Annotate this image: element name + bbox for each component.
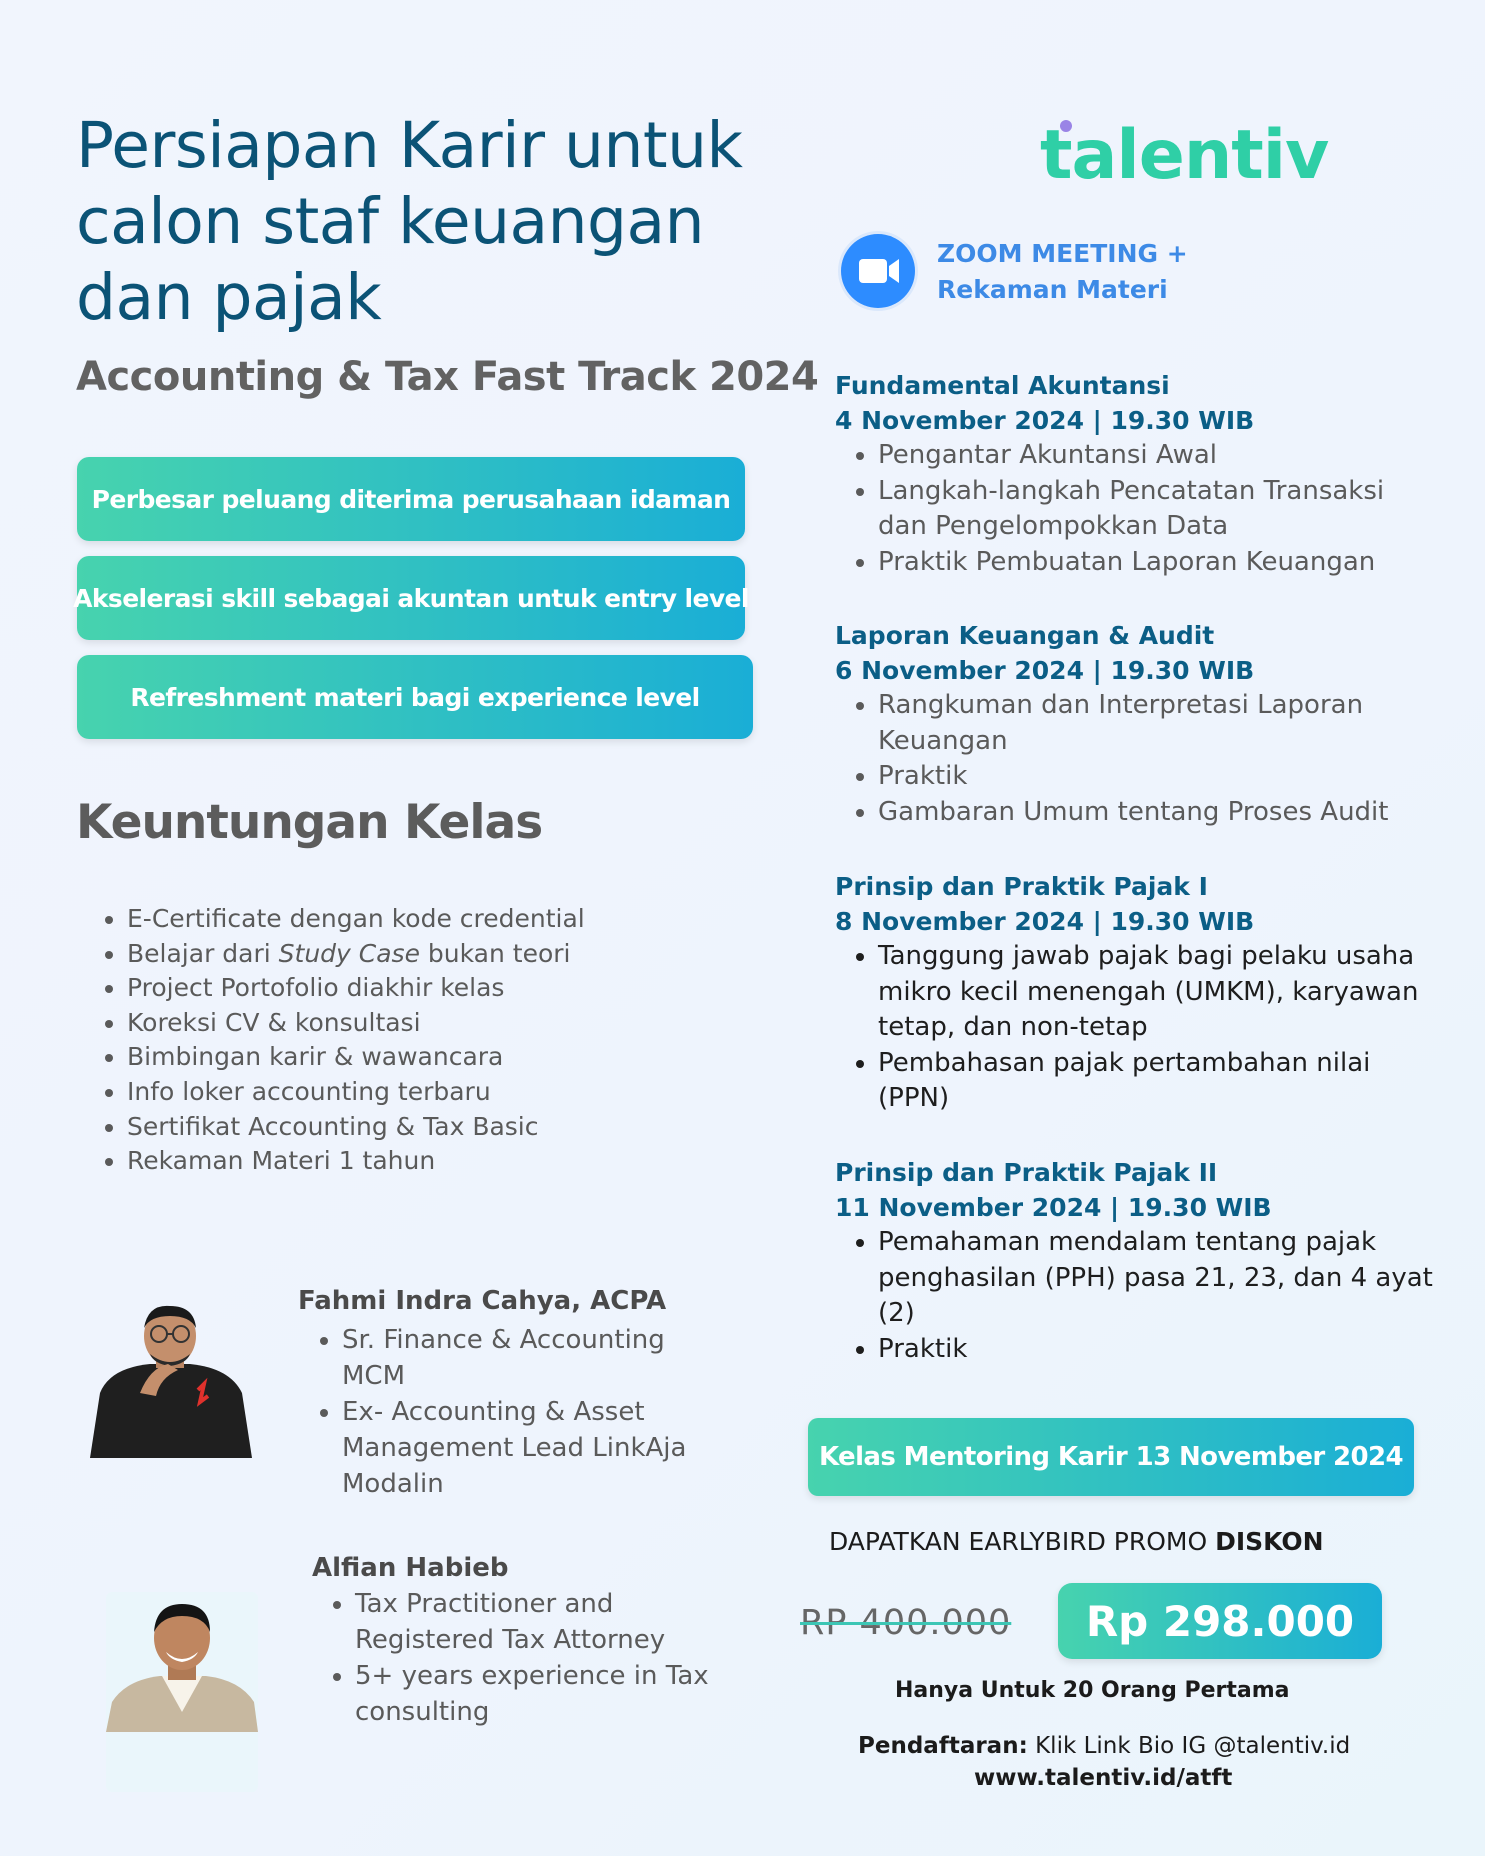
- mentor-photo-fahmi: [90, 1298, 252, 1458]
- highlight-pill: Akselerasi skill sebagai akuntan untuk entry level: [77, 556, 745, 640]
- list-item: • Rekaman Materi 1 tahun: [127, 1144, 585, 1179]
- earlybird-promo: DAPATKAN EARLYBIRD PROMO DISKON: [829, 1527, 1324, 1556]
- headline-line: Persiapan Karir untuk: [76, 109, 743, 182]
- benefits-title: Keuntungan Kelas: [76, 795, 543, 850]
- mentoring-class-banner: Kelas Mentoring Karir 13 November 2024: [808, 1418, 1414, 1496]
- module-pajak-1: [835, 869, 1435, 1117]
- module-title: Prinsip dan Praktik Pajak II: [835, 1158, 1218, 1187]
- registration-info: Pendaftaran: Klik Link Bio IG @talentiv.id: [858, 1733, 1351, 1759]
- new-price: Rp 298.000: [1058, 1583, 1382, 1659]
- old-price: RP 400.000: [800, 1603, 1012, 1643]
- highlight-pill: Perbesar peluang diterima perusahaan idaman: [77, 457, 745, 541]
- module-date: 4 November 2024 | 19.30 WIB: [835, 406, 1255, 435]
- headline-line: dan pajak: [76, 261, 382, 334]
- list-item: • Gambaran Umum tentang Proses Audit: [878, 795, 1435, 831]
- list-item: • Tanggung jawab pajak bagi pelaku usaha mikro kecil menengah (UMKM), karyawan tetap, dan non-tetap: [878, 939, 1435, 1046]
- mentor-credentials: [327, 1586, 725, 1730]
- mentor-name: Alfian Habieb: [312, 1553, 509, 1583]
- module-title: Fundamental Akuntansi: [835, 371, 1170, 400]
- module-laporan-keuangan: [835, 618, 1435, 830]
- list-item: • Praktik: [878, 759, 1435, 795]
- video-camera-icon: [841, 234, 915, 308]
- module-topics: [835, 939, 1435, 1117]
- list-item: • Ex- Accounting & Asset Management Lead LinkAja Modalin: [342, 1394, 702, 1502]
- list-item: • Tax Practitioner and Registered Tax Attorney: [355, 1586, 725, 1658]
- module-title: Prinsip dan Praktik Pajak I: [835, 872, 1208, 901]
- zoom-label: [937, 236, 1188, 308]
- list-item: • Project Portofolio diakhir kelas: [127, 971, 585, 1006]
- headline-line: calon staf keuangan: [76, 185, 705, 258]
- list-item: • Praktik Pembuatan Laporan Keuangan: [878, 545, 1435, 581]
- talentiv-logo: talentiv: [1040, 116, 1329, 195]
- list-item: • Langkah-langkah Pencatatan Transaksi dan Pengelompokkan Data: [878, 474, 1435, 545]
- module-topics: [835, 438, 1435, 580]
- list-item: • Bimbingan karir & wawancara: [127, 1040, 585, 1075]
- list-item: • Pengantar Akuntansi Awal: [878, 438, 1435, 474]
- list-item: • Rangkuman dan Interpretasi Laporan Keuangan: [878, 688, 1435, 759]
- module-topics: [835, 1225, 1435, 1367]
- module-topics: [835, 688, 1435, 830]
- list-item: • Belajar dari Study Case bukan teori: [127, 937, 585, 972]
- list-item: • Sr. Finance & Accounting MCM: [342, 1322, 702, 1394]
- mentor-credentials: [314, 1322, 702, 1502]
- quota-note: Hanya Untuk 20 Orang Pertama: [895, 1678, 1290, 1703]
- program-subtitle: Accounting & Tax Fast Track 2024: [76, 354, 819, 400]
- module-pajak-2: [835, 1155, 1435, 1367]
- list-item: • Praktik: [878, 1332, 1435, 1368]
- list-item: • Pemahaman mendalam tentang pajak penghasilan (PPH) pasa 21, 23, dan 4 ayat (2): [878, 1225, 1435, 1332]
- module-date: 8 November 2024 | 19.30 WIB: [835, 907, 1255, 936]
- module-date: 11 November 2024 | 19.30 WIB: [835, 1193, 1272, 1222]
- module-date: 6 November 2024 | 19.30 WIB: [835, 656, 1255, 685]
- module-title: Laporan Keuangan & Audit: [835, 621, 1215, 650]
- zoom-line: Rekaman Materi: [937, 275, 1168, 304]
- zoom-line: ZOOM MEETING +: [937, 239, 1188, 268]
- mentor-name: Fahmi Indra Cahya, ACPA: [298, 1286, 667, 1316]
- headline: [76, 108, 856, 336]
- list-item: • Sertifikat Accounting & Tax Basic: [127, 1110, 585, 1145]
- list-item: • Koreksi CV & konsultasi: [127, 1006, 585, 1041]
- list-item: • Pembahasan pajak pertambahan nilai (PPN): [878, 1046, 1435, 1117]
- mentor-photo-alfian: [106, 1592, 258, 1792]
- module-fundamental-akuntansi: [835, 368, 1435, 580]
- list-item: • 5+ years experience in Tax consulting: [355, 1658, 725, 1730]
- benefits-list: [100, 902, 585, 1179]
- list-item: • Info loker accounting terbaru: [127, 1075, 585, 1110]
- list-item: • E-Certificate dengan kode credential: [127, 902, 585, 937]
- registration-url[interactable]: www.talentiv.id/atft: [974, 1765, 1233, 1791]
- highlight-pill: Refreshment materi bagi experience level: [77, 655, 753, 739]
